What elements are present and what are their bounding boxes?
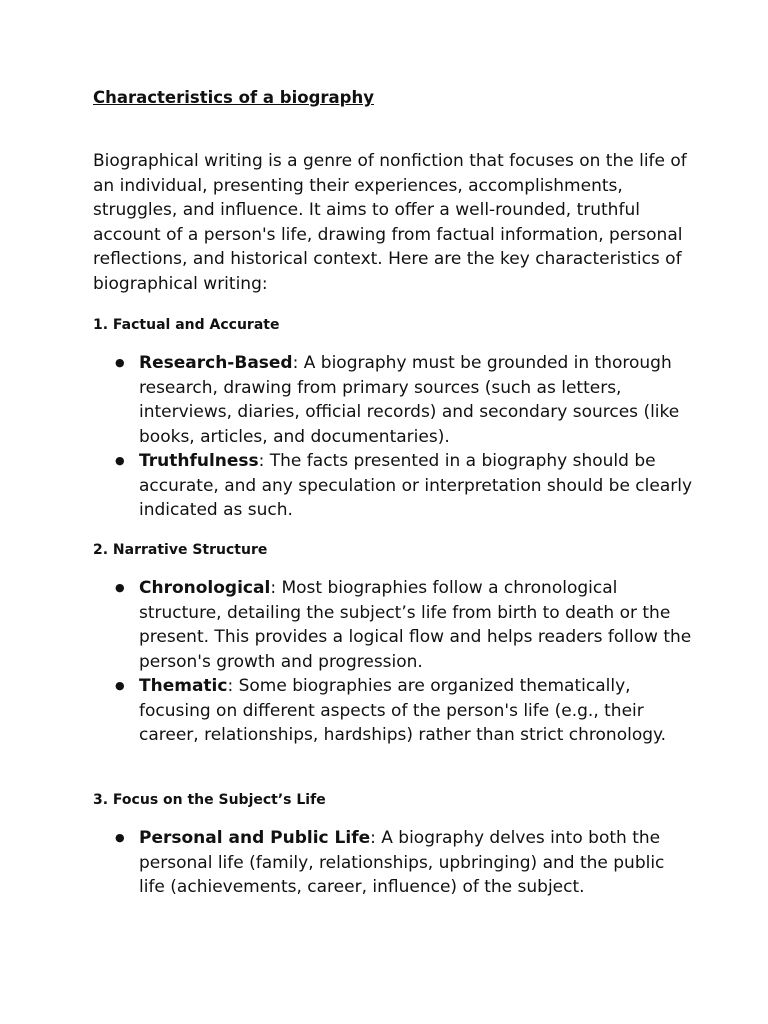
list-item-text: : Some biographies are organized thematically, focusing on different aspects of the person's life (e.g., their career, relationships, hardships) rather than strict chronology.	[139, 676, 667, 745]
list-item-text: : The facts presented in a biography should be accurate, and any speculation or interpretation should be clearly indicated as such.	[139, 451, 693, 520]
list-item-term: Thematic	[139, 676, 228, 696]
intro-paragraph: Biographical writing is a genre of nonfiction that focuses on the life of an individual, presenting their experiences, accomplishments, struggles, and influence. It aims to offer a well-rounded, truthful account of a person's life, drawing from factual information, personal reflections, and historical context. Here are the key characteristics of biographical writing:	[93, 151, 687, 294]
section-heading-narrative: 2. Narrative Structure	[93, 542, 268, 558]
list-item-text: : A biography must be grounded in thorough research, drawing from primary sources (such as letters, interviews, diaries, official records) and secondary sources (like books, articles, and documentaries).	[139, 353, 680, 447]
list-item-term: Truthfulness	[139, 451, 259, 471]
section-list-narrative	[93, 576, 693, 748]
list-item-term: Research-Based	[139, 353, 293, 373]
list-item-term: Personal and Public Life	[139, 828, 371, 848]
list-item-truthfulness	[93, 449, 693, 523]
list-item-chronological	[93, 576, 693, 674]
section-heading-subject-life: 3. Focus on the Subject’s Life	[93, 792, 326, 808]
list-item-personal-public-life	[93, 826, 693, 900]
list-item-text: : A biography delves into both the personal life (family, relationships, upbringing) and the public life (achievements, career, influence) of the subject.	[139, 828, 665, 897]
list-item-text: : Most biographies follow a chronological structure, detailing the subject’s life from birth to death or the present. This provides a logical flow and helps readers follow the person's growth and progression.	[139, 578, 692, 672]
section-list-subject-life	[93, 826, 693, 900]
list-item-term: Chronological	[139, 578, 271, 598]
list-item-thematic	[93, 674, 693, 748]
list-item-research-based	[93, 351, 693, 449]
section-list-factual	[93, 351, 693, 523]
section-heading-factual: 1. Factual and Accurate	[93, 317, 280, 333]
document-title: Characteristics of a biography	[93, 88, 374, 107]
